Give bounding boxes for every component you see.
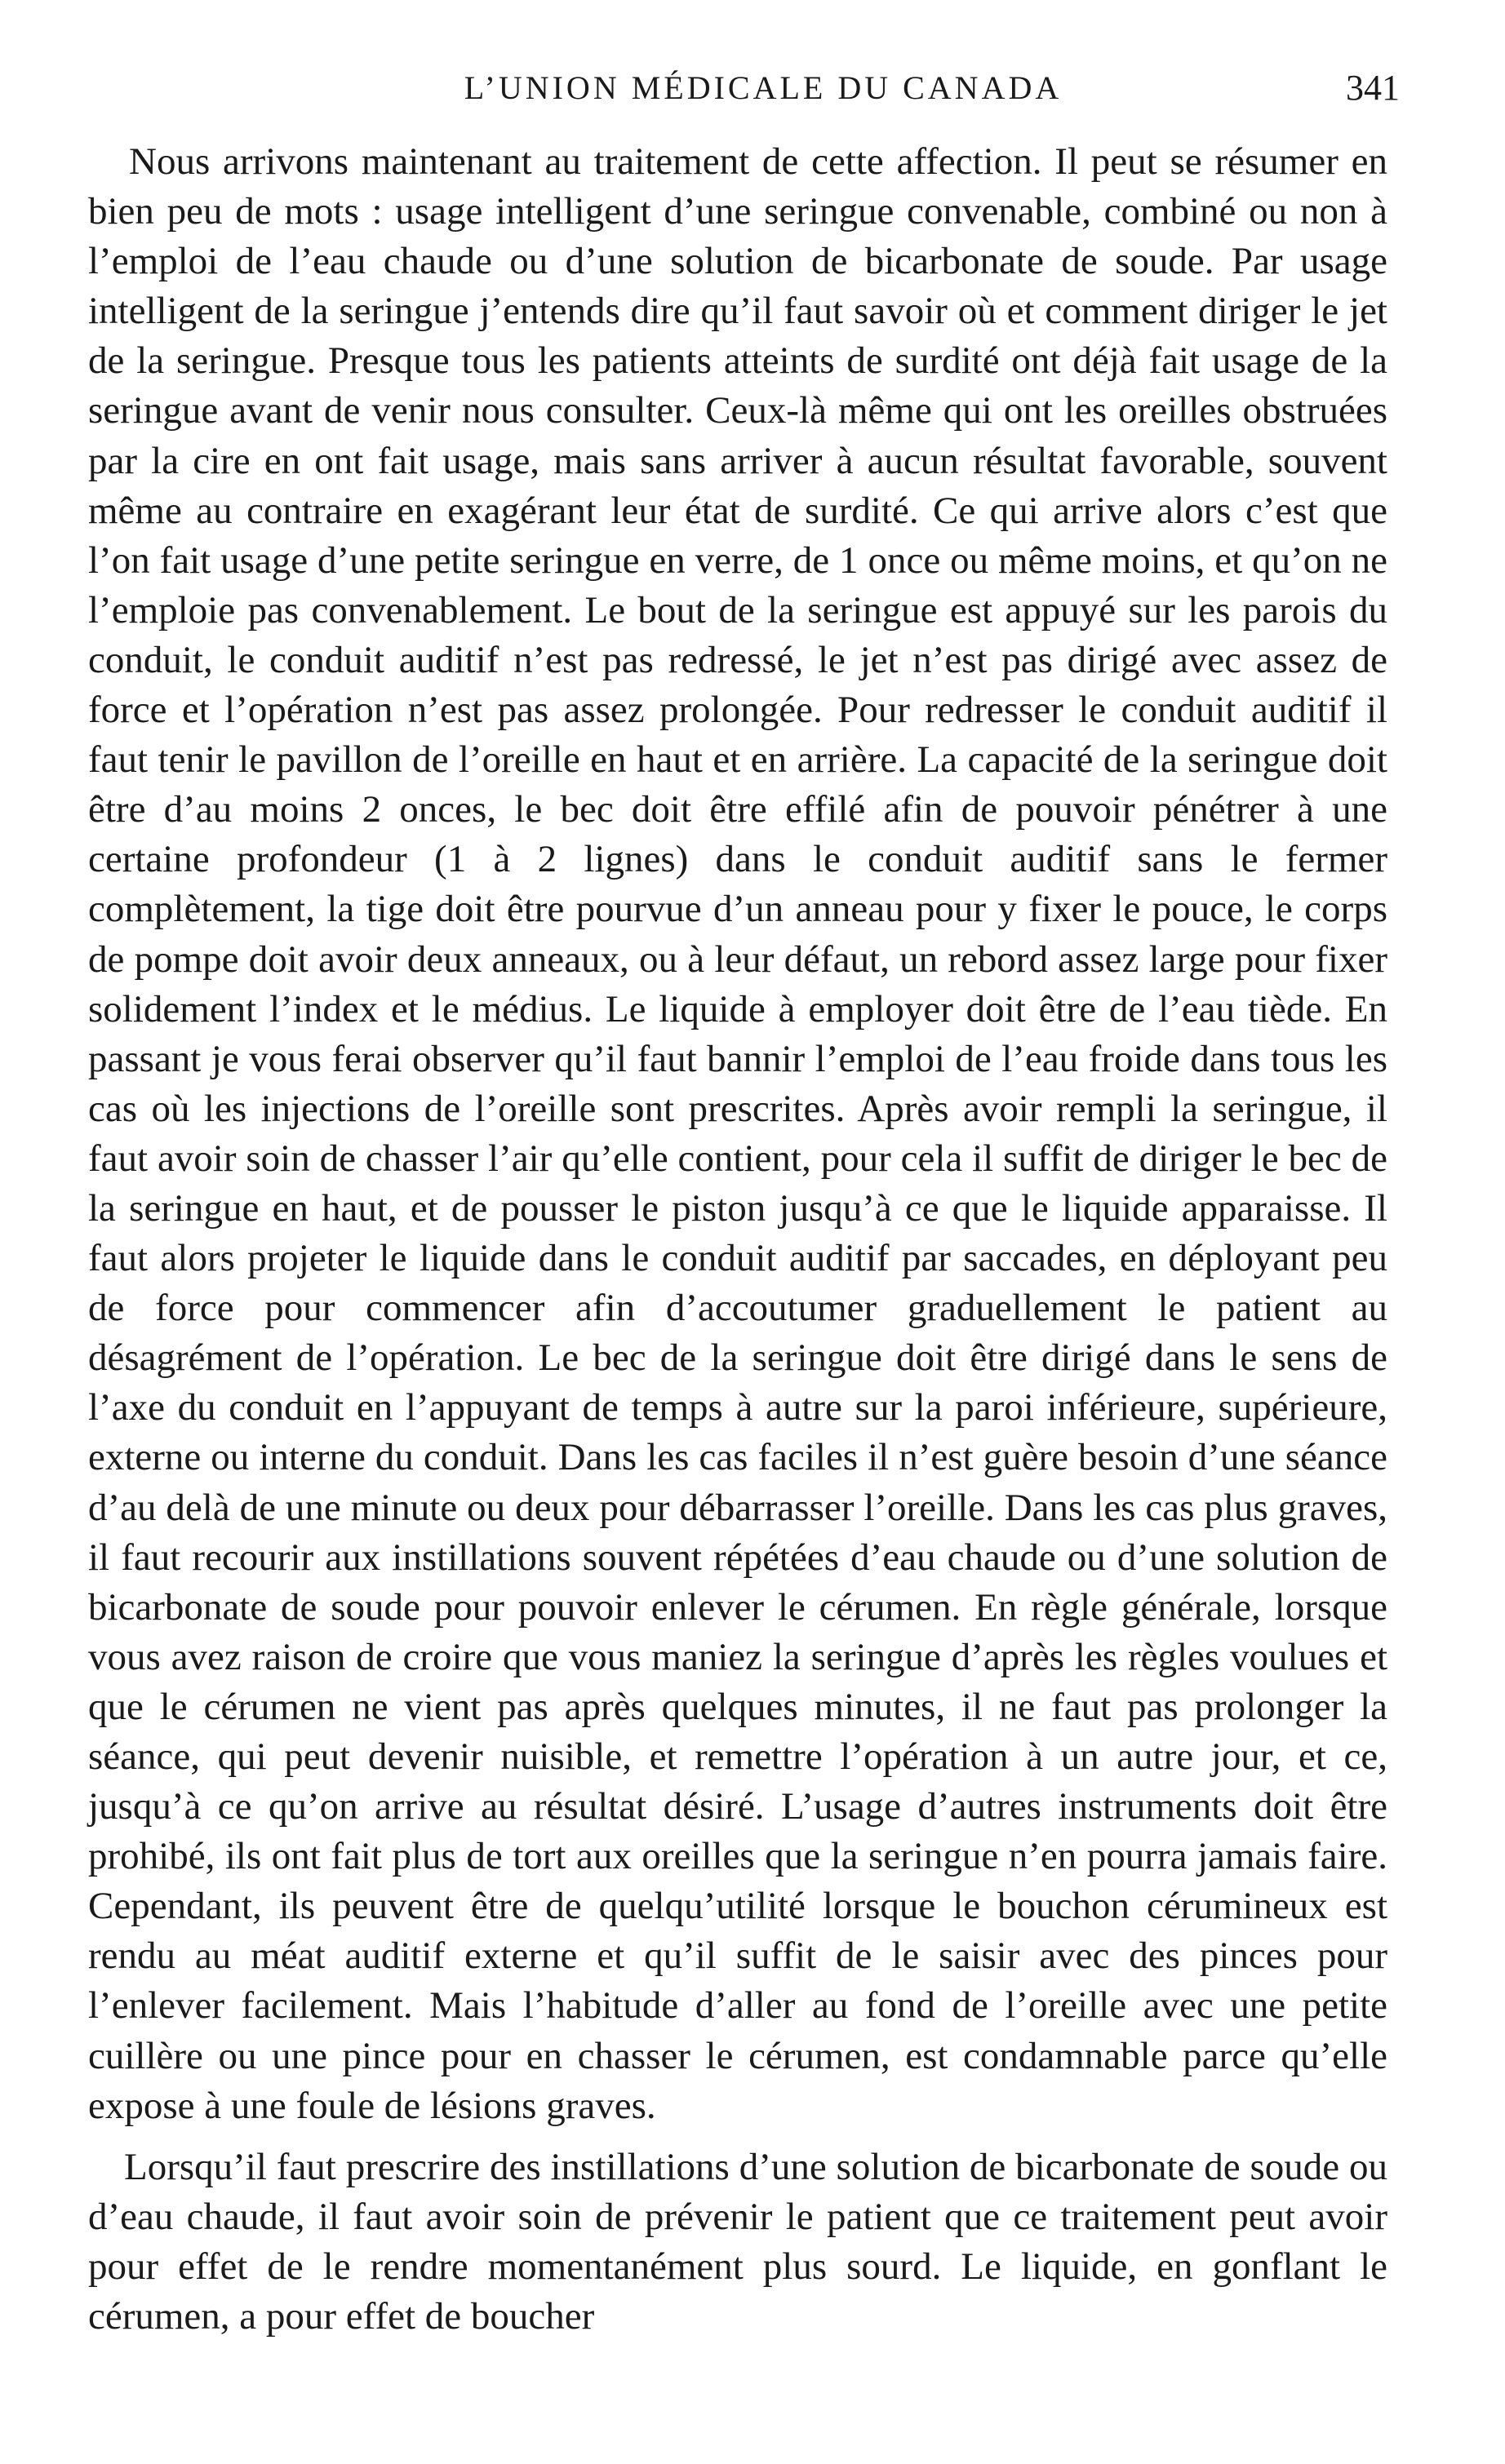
running-title: L’UNION MÉDICALE DU CANADA xyxy=(464,69,1063,106)
paragraph-instillations: Lorsqu’il faut prescrire des instillations d’une solution de bicarbonate de soude ou d’eau chaude, il faut avoir soin de prévenir le patient que ce traitement peut avoir pour effet de le rendre momentanément plus sourd. Le liquide, en gonflant le cérumen, a pour effet de boucher xyxy=(88,2145,1387,2338)
page-number: 341 xyxy=(1346,68,1400,108)
article-body xyxy=(88,137,1387,2342)
paragraph-treatment: Nous arrivons maintenant au traitement de cette affection. Il peut se résumer en bien peu de mots : usage intelligent d’une seringue convenable, combiné ou non à l’emploi de l’eau chaude ou d’une solution de bicarbonate de soude. Par usage intelligent de la seringue j’entends dire qu’il faut savoir où et comment diriger le jet de la seringue. Presque tous les patients atteints de surdité ont déjà fait usage de la seringue avant de venir nous consulter. Ceux-là même qui ont les oreilles obstruées par la cire en ont fait usage, mais sans arriver à aucun résultat favorable, souvent même au contraire en exagérant leur état de surdité. Ce qui arrive alors c’est que l’on fait usage d’une petite seringue en verre, de 1 once ou même moins, et qu’on ne l’emploie pas convenablement. Le bout de la seringue est appuyé sur les parois du conduit, le conduit auditif n’est pas redressé, le jet n’est pas dirigé avec assez de force et l’opération n’est pas assez prolongée. Pour redresser le conduit auditif il faut tenir le pavillon de l’oreille en haut et en arrière. La capacité de la seringue doit être d’au moins 2 onces, le bec doit être effilé afin de pouvoir pénétrer à une certaine profondeur (1 à 2 lignes) dans le conduit auditif sans le fermer complètement, la tige doit être pourvue d’un anneau pour y fixer le pouce, le corps de pompe doit avoir deux anneaux, ou à leur défaut, un rebord assez large pour fixer solidement l’index et le médius. Le liquide à employer doit être de l’eau tiède. En passant je vous ferai observer qu’il faut bannir l’emploi de l’eau froide dans tous les cas où les injections de l’oreille sont prescrites. Après avoir rempli la seringue, il faut avoir soin de chasser l’air qu’elle contient, pour cela il suffit de diriger le bec de la seringue en haut, et de pousser le piston jusqu’à ce que le liquide apparaisse. Il faut alors projeter le liquide dans le conduit auditif par saccades, en déployant peu de force pour commencer afin d’accoutumer graduellement le patient au désagrément de l’opération. Le bec de la seringue doit être dirigé dans le sens de l’axe du conduit en l’appuyant de temps à autre sur la paroi inférieure, supérieure, externe ou interne du conduit. Dans les cas faciles il n’est guère besoin d’une séance d’au delà de une minute ou deux pour débarrasser l’oreille. Dans les cas plus graves, il faut recourir aux instillations souvent répétées d’eau chaude ou d’une solution de bicarbonate de soude pour pouvoir enlever le cérumen. En règle générale, lorsque vous avez raison de croire que vous maniez la seringue d’après les règles voulues et que le cérumen ne vient pas après quelques minutes, il ne faut pas prolonger la séance, qui peut devenir nuisible, et remettre l’opération à un autre jour, et ce, jusqu’à ce qu’on arrive au résultat désiré. L’usage d’autres instruments doit être prohibé, ils ont fait plus de tort aux oreilles que la seringue n’en pourra jamais faire. Cependant, ils peuvent être de quelqu’utilité lorsque le bouchon cérumineux est rendu au méat auditif externe et qu’il suffit de le saisir avec des pinces pour l’enlever facilement. Mais l’habitude d’aller au fond de l’oreille avec une petite cuillère ou une pince pour en chasser le cérumen, est condamnable parce qu’elle expose à une foule de lésions graves. xyxy=(88,140,1387,2127)
running-head xyxy=(127,64,1400,113)
